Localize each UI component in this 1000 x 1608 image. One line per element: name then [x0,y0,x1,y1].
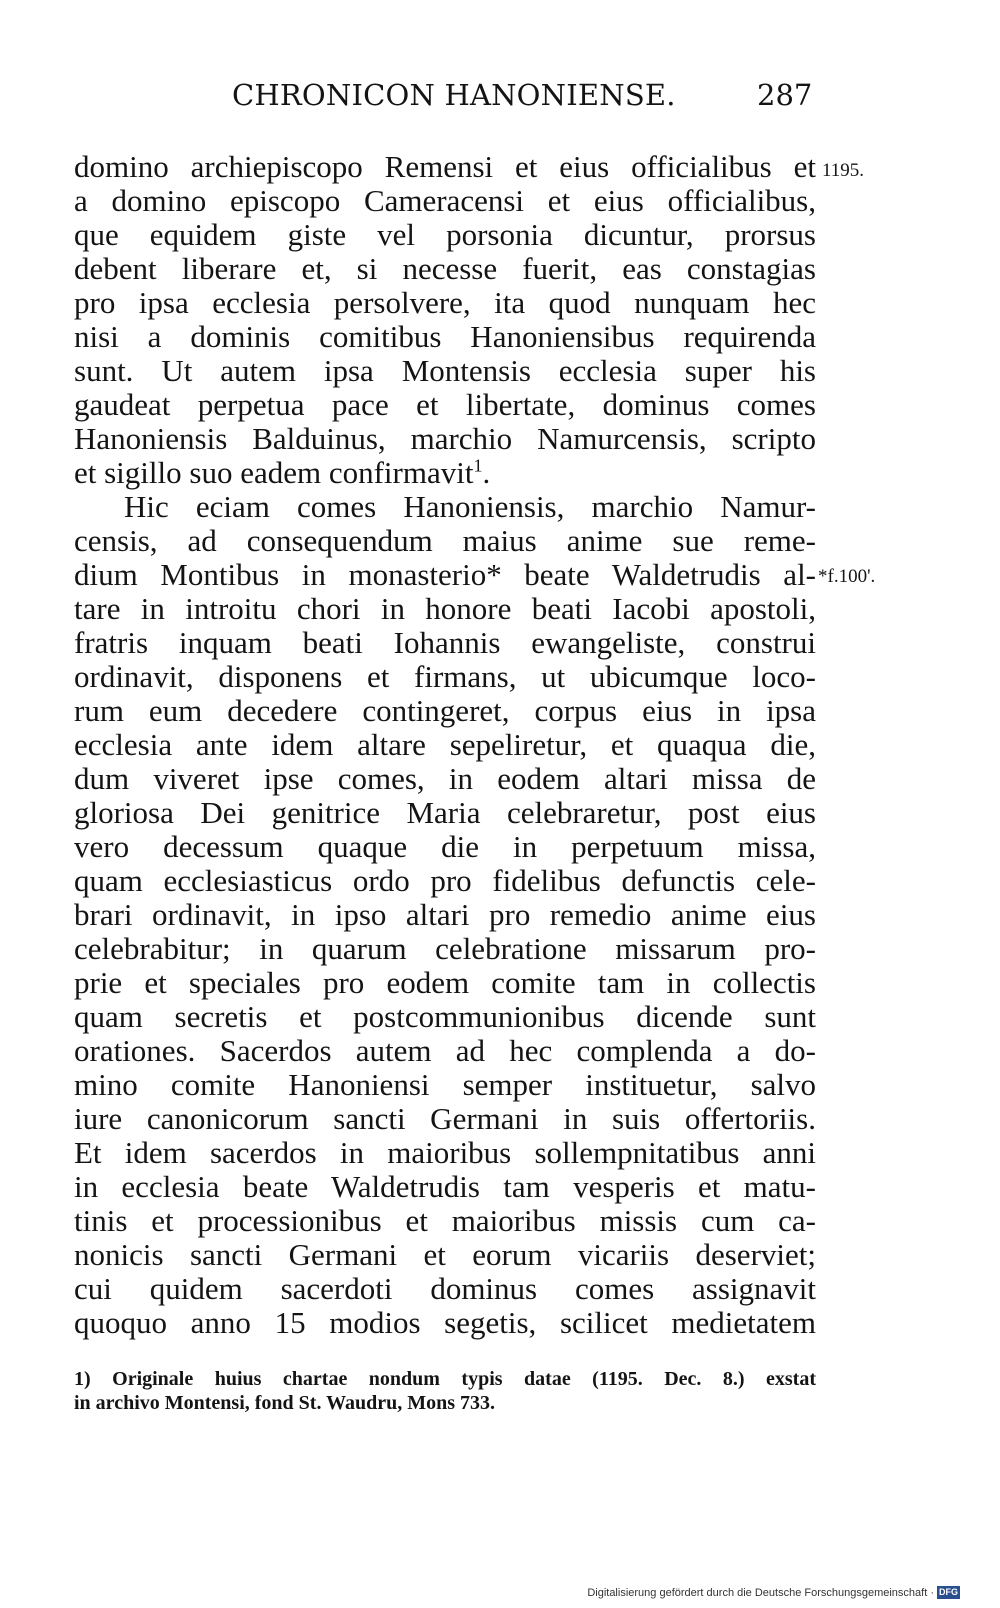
text-line: in ecclesia beate Waldetrudis tam vesperis et matu- [74,1169,816,1204]
text-line: quam ecclesiasticus ordo pro fidelibus defunctis cele- [74,863,816,898]
text-line: Hanoniensis Balduinus, marchio Namurcensis, scripto [74,421,816,456]
footnote-line: 1) Originale huius chartae nondum typis datae (1195. Dec. 8.) exstat [74,1368,816,1390]
text-line: nisi a dominis comitibus Hanoniensibus requirenda [74,319,816,354]
paragraph-first-line: Hic eciam comes Hanoniensis, marchio Namur- [124,489,816,524]
text-line-end: . [482,455,491,490]
text-line: sunt. Ut autem ipsa Montensis ecclesia super his [74,353,816,388]
text-line [74,456,816,490]
running-title: CHRONICON HANONIENSE. [232,78,676,112]
text-line: celebrabitur; in quarum celebratione missarum pro- [74,931,816,966]
text-line-content: et sigillo suo eadem confirmavit [74,455,474,490]
footnote-reference: 1 [473,455,483,476]
text-line: prie et speciales pro eodem comite tam in collectis [74,965,816,1000]
text-line: dium Montibus in monasterio* beate Waldetrudis al- [74,557,816,592]
text-line: gloriosa Dei genitrice Maria celebraretur, post eius [74,795,816,830]
page-number: 287 [757,78,813,112]
text-line: que equidem giste vel porsonia dicuntur, prorsus [74,217,816,252]
text-line: mino comite Hanoniensi semper instituetur, salvo [74,1067,816,1102]
text-line: iure canonicorum sancti Germani in suis offertoriis. [74,1101,816,1136]
text-line: nonicis sancti Germani et eorum vicariis deserviet; [74,1237,816,1272]
credit-text: Digitalisierung gefördert durch die Deutsche Forschungsgemeinschaft · [587,1586,934,1599]
text-line: gaudeat perpetua pace et libertate, dominus comes [74,387,816,422]
text-line: tinis et processionibus et maioribus missis cum ca- [74,1203,816,1238]
text-line: fratris inquam beati Iohannis ewangeliste, construi [74,625,816,660]
dfg-logo: DFG [939,1587,958,1597]
text-line: brari ordinavit, in ipso altari pro remedio anime eius [74,897,816,932]
text-line: orationes. Sacerdos autem ad hec complenda a do- [74,1033,816,1068]
text-line: vero decessum quaque die in perpetuum missa, [74,829,816,864]
digitization-credit [587,1586,960,1599]
text-line: Et idem sacerdos in maioribus sollempnitatibus anni [74,1135,816,1170]
text-line: a domino episcopo Cameracensi et eius officialibus, [74,183,816,218]
margin-folio-note: *f.100'. [818,566,876,587]
text-line: debent liberare et, si necesse fuerit, eas constagias [74,251,816,286]
footnote-line: in archivo Montensi, fond St. Waudru, Mons 733. [74,1392,496,1414]
margin-year-note: 1195. [822,160,865,181]
text-line: cui quidem sacerdoti dominus comes assignavit [74,1271,816,1306]
text-line: censis, ad consequendum maius anime sue reme- [74,523,816,558]
text-line: dum viveret ipse comes, in eodem altari missa de [74,761,816,796]
text-line: tare in introitu chori in honore beati Iacobi apostoli, [74,591,816,626]
text-line: pro ipsa ecclesia persolvere, ita quod nunquam hec [74,285,816,320]
text-line: ordinavit, disponens et firmans, ut ubicumque loco- [74,659,816,694]
text-line: ecclesia ante idem altare sepeliretur, et quaqua die, [74,727,816,762]
text-line: domino archiepiscopo Remensi et eius officialibus et [74,149,816,184]
text-line: quam secretis et postcommunionibus dicende sunt [74,999,816,1034]
text-line: rum eum decedere contingeret, corpus eius in ipsa [74,693,816,728]
text-line: quoquo anno 15 modios segetis, scilicet medietatem [74,1305,816,1340]
